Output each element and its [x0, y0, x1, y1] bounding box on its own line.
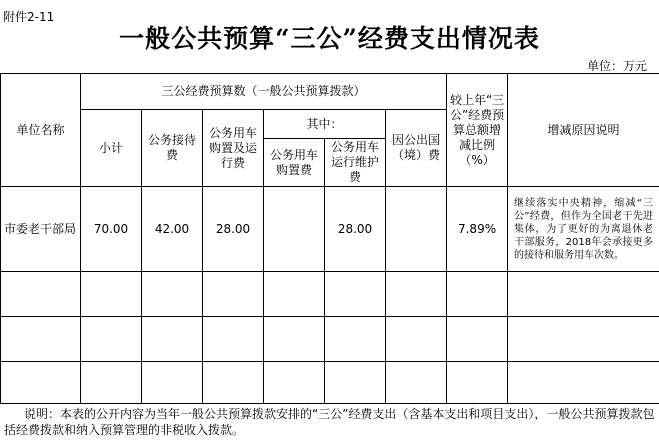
header-unit-name: 单位名称 — [1, 74, 81, 187]
cell-unit-name: 市委老干部局 — [1, 187, 81, 272]
cell-vehicle-total: 28.00 — [203, 187, 264, 272]
header-subtotal: 小计 — [81, 110, 142, 187]
table-row — [1, 187, 659, 272]
cell-reception: 42.00 — [142, 187, 203, 272]
cell-abroad — [386, 187, 447, 272]
table-row — [1, 272, 659, 317]
attachment-label: 附件2-11 — [3, 10, 55, 24]
page-title: 一般公共预算“三公”经费支出情况表 — [119, 24, 540, 53]
cell-change-ratio: 7.89% — [447, 187, 508, 272]
cell-subtotal: 70.00 — [81, 187, 142, 272]
table-row — [1, 317, 659, 362]
cell-vehicle-purchase — [264, 187, 325, 272]
header-vehicle-purchase: 公务用车购置费 — [264, 139, 325, 187]
footnote: 说明：本表的公开内容为当年一般公共预算拨款安排的“三公”经费支出（含基本支出和项目支出），一般公共预算拨款包括经费拨款和纳入预算管理的非税收入拨款。 — [4, 407, 655, 437]
header-reason: 增减原因说明 — [508, 74, 659, 187]
unit-label: 单位：万元 — [586, 59, 647, 73]
header-abroad: 因公出国（境）费 — [386, 110, 447, 187]
header-budget-group: 三公经费预算数（一般公共预算拨款） — [81, 74, 447, 110]
header-vehicle-total: 公务用车购置及运行费 — [203, 110, 264, 187]
header-reception: 公务接待费 — [142, 110, 203, 187]
cell-reason: 继续落实中央精神，缩减“三公”经费，但作为全国老干先进集体，为了更好的为离退休老干部服务，2018年会承接更多的接待和服务用车次数。 — [508, 187, 659, 272]
table-row — [1, 362, 659, 404]
expense-table — [0, 73, 659, 404]
cell-vehicle-operation: 28.00 — [325, 187, 386, 272]
header-of-which: 其中： — [264, 110, 386, 139]
header-vehicle-operation: 公务用车运行维护费 — [325, 139, 386, 187]
header-change-ratio: 较上年“三公”经费预算总额增减比例（%） — [447, 74, 508, 187]
